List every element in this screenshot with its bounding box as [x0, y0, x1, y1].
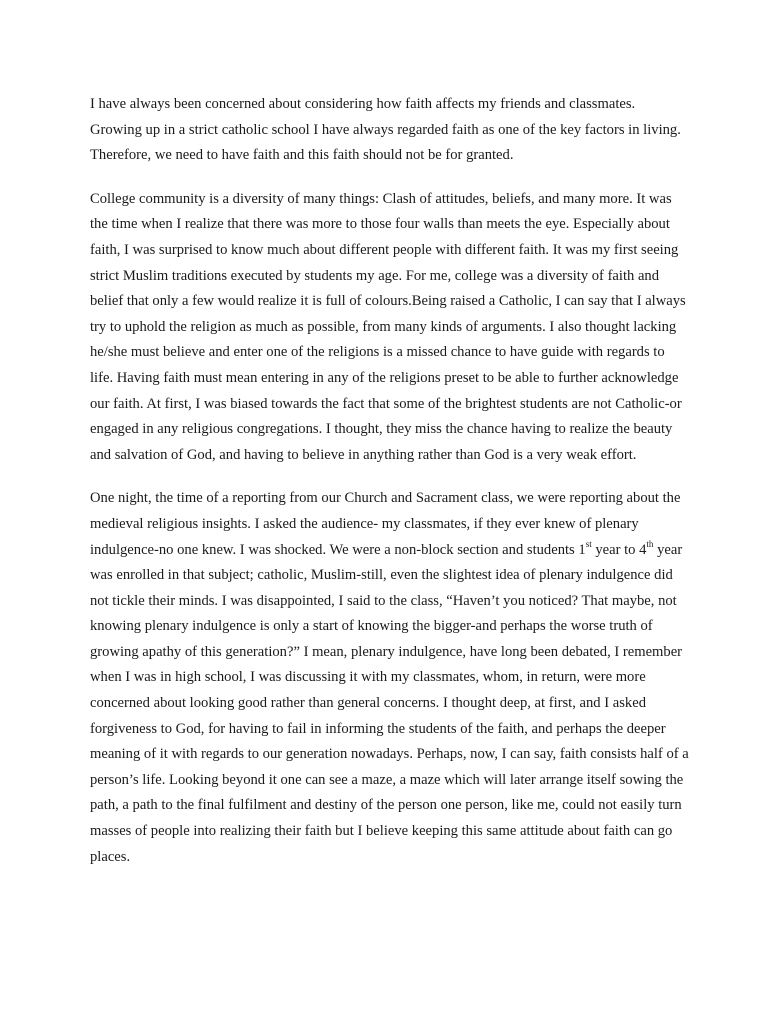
paragraph-text: College community is a diversity of many things: Clash of attitudes, beliefs, and many more. It was the time when I realize that there was more to those four walls than meets the eye. Especially about faith, I was surprised to know much about different people with different faith. It was my first seeing strict Muslim traditions executed by students my age. For me, college was a diversity of faith and belief that only a few would realize it is full of colours.Being raised a Catholic, I can say that I always try to uphold the religion as much as possible, from many kinds of arguments. I also thought lacking he/she must believe and enter one of the religions is a missed chance to have guide with regards to life. Having faith must mean entering in any of the religions preset to be able to further acknowledge our faith. At first, I was biased towards the fact that some of the brightest students are not Catholic-or engaged in any religious congregations. I thought, they miss the chance having to realize the beauty and salvation of God, and having to believe in anything rather than God is a very weak effort.	[90, 190, 686, 463]
paragraph-text: One night, the time of a reporting from our Church and Sacrament class, we were reporting about the medieval religious insights. I asked the audience- my classmates, if they ever knew of plenary indulgence-no one knew. I was shocked. We were a non-block section and students 1	[90, 490, 681, 558]
ordinal-suffix: th	[646, 538, 654, 549]
paragraph-one-night	[90, 486, 690, 870]
paragraph-text: year to 4	[591, 541, 647, 558]
paragraph-college-community	[90, 187, 690, 469]
ordinal-suffix: st	[585, 538, 592, 549]
document-page	[90, 92, 690, 888]
paragraph-text: year was enrolled in that subject; catholic, Muslim-still, even the slightest idea of plenary indulgence did not tickle their minds. I was disappointed, I said to the class, “Haven’t you noticed? That maybe, not knowing plenary indulgence is only a start of knowing the bigger-and perhaps the worse truth of growing apathy of this generation?” I mean, plenary indulgence, have long been debated, I remember when I was in high school, I was discussing it with my classmates, whom, in return, were more concerned about looking good rather than general concerns. I thought deep, at first, and I asked forgiveness to God, for having to fail in informing the students of the faith, and perhaps the deeper meaning of it with regards to our generation nowadays. Perhaps, now, I can say, faith consists half of a person’s life. Looking beyond it one can see a maze, a maze which will later arrange itself sowing the path, a path to the final fulfilment and destiny of the person one person, like me, could not easily turn masses of people into realizing their faith but I believe keeping this same attitude about faith can go places.	[90, 541, 689, 865]
paragraph-intro	[90, 92, 690, 169]
paragraph-text: I have always been concerned about considering how faith affects my friends and classmates. Growing up in a strict catholic school I have always regarded faith as one of the key factors in living. Therefore, we need to have faith and this faith should not be for granted.	[90, 96, 681, 164]
